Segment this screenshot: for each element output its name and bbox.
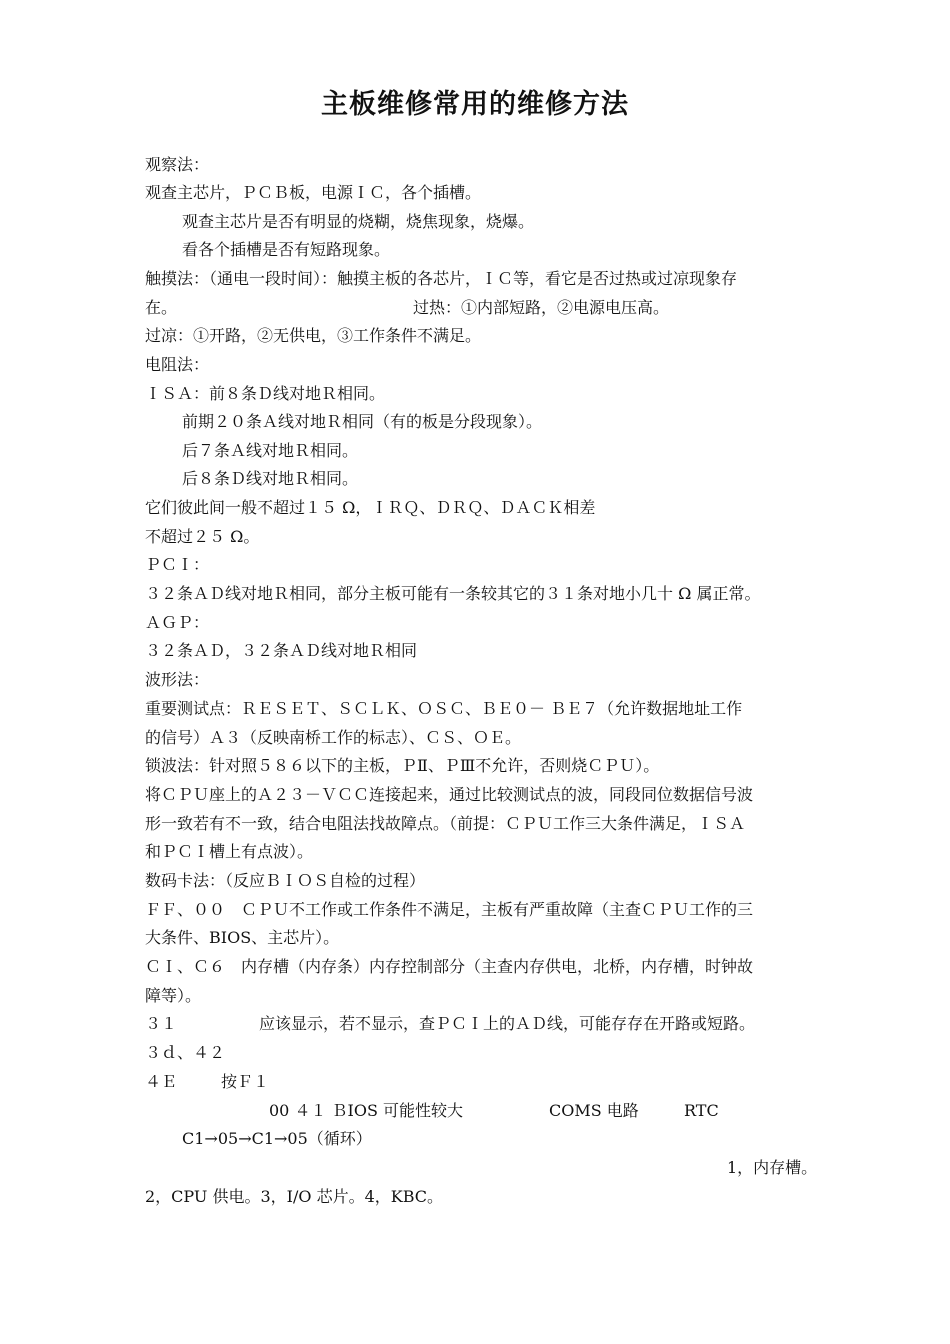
text-line: 应该显示，若不显示，查ＰＣＩ上的ＡＤ线，可能存存在开路或短路。: [259, 1014, 756, 1033]
text-line: ＩＳＡ：前８条Ｄ线对地Ｒ相同。: [145, 384, 386, 403]
text-line: ４Ｅ: [145, 1072, 178, 1091]
text-line: ＡＧＰ：: [145, 613, 210, 632]
text-line: ３ｄ、４２: [145, 1043, 226, 1062]
text-line: 数码卡法：（反应ＢＩＯＳ自检的过程）: [145, 871, 426, 890]
text-line: 看各个插槽是否有短路现象。: [182, 240, 391, 259]
text-line: 后８条Ｄ线对地Ｒ相同。: [182, 469, 359, 488]
text-line: 后７条Ａ线对地Ｒ相同。: [182, 441, 359, 460]
text-line: RTC: [684, 1101, 719, 1120]
text-line: 它们彼此间一般不超过１５ Ω，ＩＲＱ、ＤＲＱ、ＤＡＣＫ相差: [145, 498, 596, 517]
text-line: C1→05→C1→05（循环）: [182, 1129, 372, 1148]
text-line: 障等）。: [145, 986, 202, 1005]
text-line: 1，内存槽。: [727, 1158, 818, 1177]
page-title: 主板维修常用的维修方法: [321, 89, 629, 120]
text-line: 重要测试点：ＲＥＳＥＴ、ＳＣＬＫ、ＯＳＣ、ＢＥ０－ ＢＥ７（允许数据地址工作: [145, 699, 743, 718]
text-line: 形一致若有不一致，结合电阻法找故障点。（前提：ＣＰＵ工作三大条件满足，ＩＳＡ: [145, 814, 746, 833]
text-line: 按Ｆ１: [221, 1072, 270, 1091]
text-line: ＣＩ、Ｃ６ 内存槽（内存条）内存控制部分（主查内存供电，北桥，内存槽，时钟故: [145, 957, 754, 976]
text-line: 触摸法：（通电一段时间）：触摸主板的各芯片，ＩＣ等，看它是否过热或过凉现象存: [145, 269, 738, 288]
text-line: 将ＣＰＵ座上的Ａ２３－ＶＣＣ连接起来，通过比较测试点的波，同段同位数据信号波: [145, 785, 754, 804]
text-line: 的信号）Ａ３（反映南桥工作的标志）、ＣＳ、ＯＥ。: [145, 728, 522, 747]
text-line: 观查主芯片是否有明显的烧糊，烧焦现象，烧爆。: [182, 212, 535, 231]
text-line: 波形法：: [145, 670, 210, 689]
text-line: ３２条ＡＤ线对地Ｒ相同，部分主板可能有一条较其它的３１条对地小几十 Ω 属正常。: [145, 584, 761, 603]
text-line: 2，CPU 供电。3，I/O 芯片。4，KBC。: [145, 1187, 444, 1206]
text-line: 观察法：: [145, 155, 210, 174]
text-line: 过凉：①开路，②无供电，③工作条件不满足。: [145, 326, 482, 345]
text-line: 前期２０条Ａ线对地Ｒ相同（有的板是分段现象）。: [182, 412, 543, 431]
text-line: ＦＦ、００ ＣＰＵ不工作或工作条件不满足，主板有严重故障（主查ＣＰＵ工作的三: [145, 900, 754, 919]
text-line: 观查主芯片，ＰＣＢ板，电源ＩＣ，各个插槽。: [145, 183, 482, 202]
text-line: ＰＣＩ：: [145, 555, 210, 574]
text-line: 电阻法：: [145, 355, 210, 374]
text-line: 不超过２５ Ω。: [145, 527, 260, 546]
text-line: ３１: [145, 1014, 178, 1033]
text-line: 锁波法：针对照５８６以下的主板，ＰⅡ、ＰⅢ不允许，否则烧ＣＰＵ）。: [145, 756, 660, 775]
text-line: 在。: [145, 298, 178, 317]
text-line: 和ＰＣＩ槽上有点波）。: [145, 842, 314, 861]
text-line: 大条件、BIOS、主芯片）。: [145, 928, 340, 947]
text-line: COMS 电路: [549, 1101, 639, 1120]
text-line: ３２条ＡＤ，３２条ＡＤ线对地Ｒ相同: [145, 641, 418, 660]
text-line: 00 ４１ ＢIOS 可能性较大: [269, 1101, 464, 1120]
text-line: 过热：①内部短路，②电源电压高。: [413, 298, 670, 317]
